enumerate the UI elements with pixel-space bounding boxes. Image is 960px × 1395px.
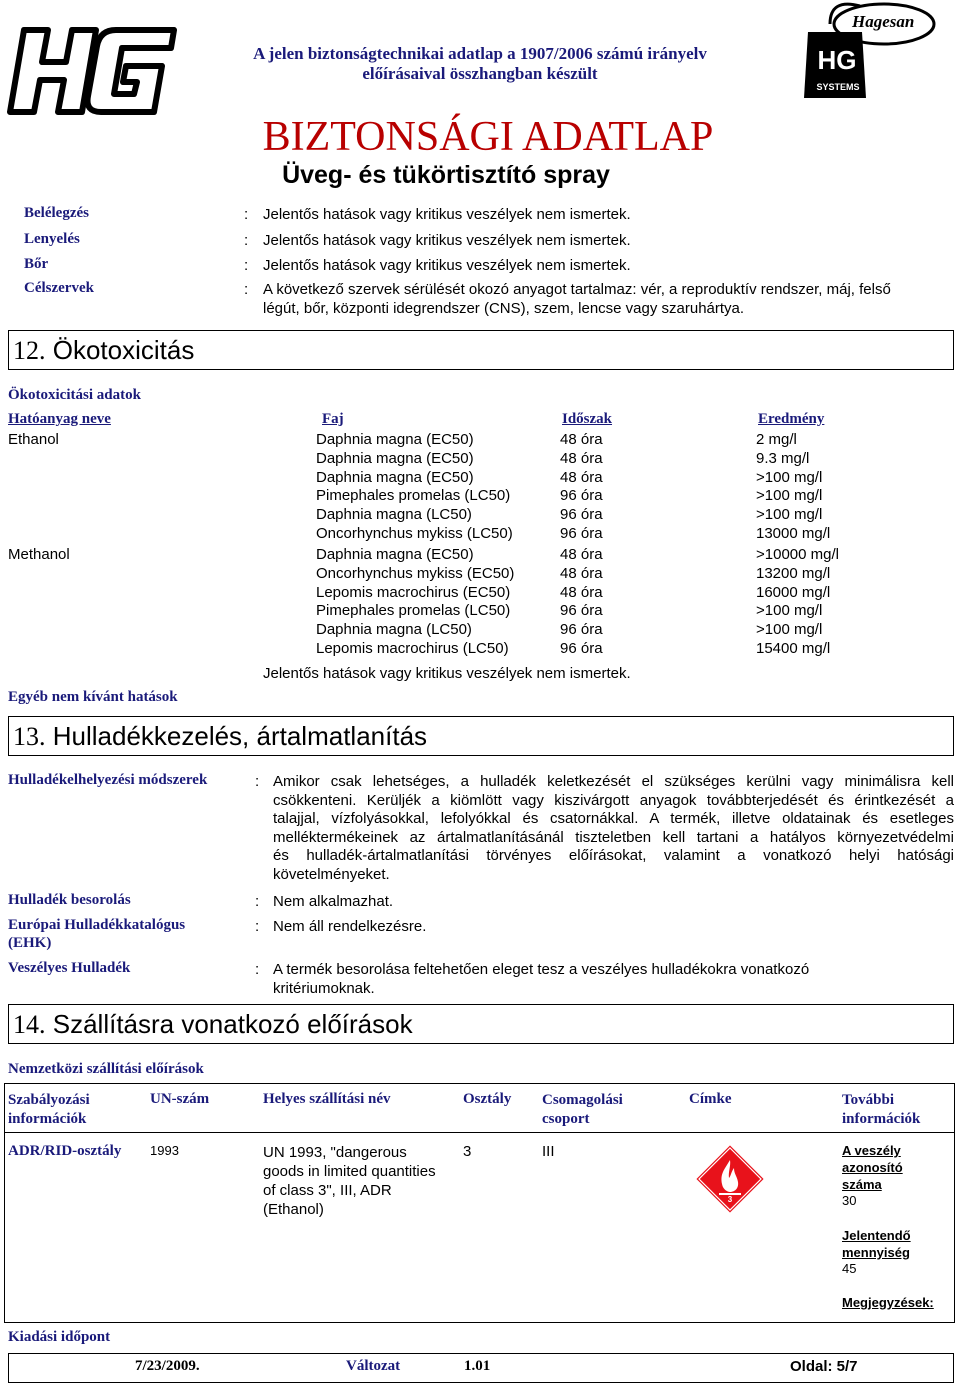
period-cell: 96 óra xyxy=(560,506,603,523)
result-cell: 13200 mg/l xyxy=(756,564,831,582)
text-line: Jelentendő xyxy=(842,1228,911,1243)
col-regulation xyxy=(8,1091,90,1129)
footer-version-label: Változat xyxy=(346,1358,401,1374)
result-cell: >100 mg/l xyxy=(756,487,823,505)
text-line: of class 3", III, ADR xyxy=(263,1182,392,1199)
text-line: talajjal, vízfolyásokkal, lefolyókkal és csatornákkal. A termék, illetve oldatainak és esetleges xyxy=(273,810,954,828)
row-adr-rid: ADR/RID-osztály xyxy=(8,1143,122,1159)
colon: : xyxy=(244,206,249,223)
period-cell: 48 óra xyxy=(560,431,603,448)
colon: : xyxy=(244,281,249,298)
text-line: csökkenteni. Kerüljék a kiömlött vagy kiszivárgott anyagok továbbterjedését és érintkezését a xyxy=(273,791,954,809)
text-celszervek-2: légút, bőr, központi idegrendszer (CNS), szem, lencse vagy szaruhártya. xyxy=(263,300,745,317)
label-disposal-methods: Hulladékelhelyezési módszerek xyxy=(8,772,208,788)
col-species: Faj xyxy=(322,411,344,427)
period-cell: 96 óra xyxy=(560,487,603,505)
document-title: BIZTONSÁGI ADATLAP xyxy=(262,114,714,160)
row-un-number: 1993 xyxy=(150,1143,179,1158)
text-line: UN 1993, "dangerous xyxy=(263,1144,407,1161)
section-12-title: Ökotoxicitás xyxy=(52,335,195,365)
period-cell: 48 óra xyxy=(560,468,603,486)
col-packing-group xyxy=(542,1091,623,1129)
text-line: mennyiség xyxy=(842,1245,910,1260)
period-cell: 48 óra xyxy=(560,546,603,563)
hazardous-waste-text: A termék besorolása feltehetően eleget tesz a veszélyes hulladékokra vonatkozó xyxy=(273,961,810,978)
section-14-header xyxy=(8,1004,954,1044)
species-cell: Lepomis macrochirus (EC50) xyxy=(316,583,511,601)
col-result: Eredmény xyxy=(758,411,825,427)
ewc-text: Nem áll rendelkezésre. xyxy=(273,918,427,935)
transport-table-divider xyxy=(4,1132,955,1133)
colon: : xyxy=(255,893,260,910)
colon: : xyxy=(255,918,260,935)
notes-label: Megjegyzések: xyxy=(842,1295,934,1310)
section-14-number: 14. xyxy=(13,1010,46,1039)
col-class: Osztály xyxy=(463,1091,512,1107)
result-cell: >100 mg/l xyxy=(756,602,823,620)
label-celszervek: Célszervek xyxy=(24,280,94,296)
row-shipping-name xyxy=(263,1143,436,1219)
result-cell: >100 mg/l xyxy=(756,506,823,523)
col-regulation-line2: információk xyxy=(8,1111,87,1127)
label-bor: Bőr xyxy=(24,256,49,272)
footer-page: Oldal: 5/7 xyxy=(790,1358,858,1375)
species-cell: Daphnia magna (LC50) xyxy=(316,506,472,523)
col-regulation-line1: Szabályozási xyxy=(8,1092,90,1108)
col-more-line2: információk xyxy=(842,1111,921,1127)
period-cell: 96 óra xyxy=(560,639,603,657)
result-cell: >100 mg/l xyxy=(756,621,823,638)
text-belelegzes: Jelentős hatások vagy kritikus veszélyek nem ismertek. xyxy=(263,206,631,223)
colon: : xyxy=(244,257,249,274)
result-cell: >100 mg/l xyxy=(756,468,823,486)
section-13-header xyxy=(8,716,954,756)
row-packing-group: III xyxy=(542,1143,555,1160)
label-lenyeles: Lenyelés xyxy=(24,231,80,247)
col-label: Címke xyxy=(689,1091,732,1107)
period-cell: 48 óra xyxy=(560,583,603,601)
species-cell: Daphnia magna (EC50) xyxy=(316,431,474,448)
col-substance: Hatóanyag neve xyxy=(8,411,111,427)
badge-top-text: Hagesan xyxy=(852,12,915,31)
section-13-number: 13. xyxy=(13,722,46,751)
hazardous-waste-text-2: kritériumoknak. xyxy=(273,980,375,997)
text-lenyeles: Jelentős hatások vagy kritikus veszélyek nem ismertek. xyxy=(263,232,631,249)
footer-version: 1.01 xyxy=(464,1358,491,1374)
disposal-methods-text xyxy=(273,773,954,885)
transport-table-frame xyxy=(4,1083,955,1323)
limited-qty-label xyxy=(842,1227,911,1261)
limited-qty-value: 45 xyxy=(842,1261,857,1276)
hagesan-weight-badge xyxy=(800,2,940,102)
species-cell: Daphnia magna (EC50) xyxy=(316,546,474,563)
text-line: goods in limited quantities xyxy=(263,1163,436,1180)
col-packing-line2: csoport xyxy=(542,1111,590,1127)
text-line: követelményeket. xyxy=(273,865,390,883)
result-cell: 13000 mg/l xyxy=(756,524,831,542)
label-belelegzes: Belélegzés xyxy=(24,205,89,221)
col-more-info xyxy=(842,1091,920,1129)
text-line: Amikor csak lehetséges, a hulladék keletkezését el szükséges kerülni vagy minimálisra kell xyxy=(273,773,954,790)
label-hazardous-waste: Veszélyes Hulladék xyxy=(8,960,131,976)
label-waste-classification: Hulladék besorolás xyxy=(8,892,131,908)
colon: : xyxy=(255,961,260,978)
substance-name: Methanol xyxy=(8,546,70,563)
text-line: száma xyxy=(842,1177,882,1192)
transport-subtitle: Nemzetközi szállítási előírások xyxy=(8,1061,204,1077)
species-cell: Daphnia magna (EC50) xyxy=(316,449,474,467)
other-effects-text: Jelentős hatások vagy kritikus veszélyek nem ismertek. xyxy=(263,665,631,682)
species-cell: Pimephales promelas (LC50) xyxy=(316,602,511,620)
col-more-line1: További xyxy=(842,1092,894,1108)
text-line: azonosító xyxy=(842,1160,903,1175)
species-cell: Oncorhynchus mykiss (EC50) xyxy=(316,564,515,582)
section-14-title: Szállításra vonatkozó előírások xyxy=(52,1009,413,1039)
product-name: Üveg- és tükörtisztító spray xyxy=(282,161,610,189)
pictogram-class-number: 3 xyxy=(727,1195,733,1204)
waste-classification-text: Nem alkalmazhat. xyxy=(273,893,394,910)
hazard-id-label xyxy=(842,1142,903,1193)
text-bor: Jelentős hatások vagy kritikus veszélyek nem ismertek. xyxy=(263,257,631,274)
section-12-header xyxy=(8,330,954,370)
result-cell: 2 mg/l xyxy=(756,431,797,448)
badge-main-text: HG xyxy=(817,45,857,75)
section-13-title: Hulladékkezelés, ártalmatlanítás xyxy=(52,721,428,751)
label-ewc: Európai Hulladékkatalógus xyxy=(8,917,186,933)
species-cell: Pimephales promelas (LC50) xyxy=(316,487,511,505)
text-line: és hulladék-ártalmatlanítási törvényes előírásokat, valamint a vonatkozó helyi hatósági xyxy=(273,847,954,865)
text-line: A veszély xyxy=(842,1143,901,1158)
text-celszervek: A következő szervek sérülését okozó anyagot tartalmaz: vér, a reproduktív rendszer, máj, felső xyxy=(263,281,891,298)
section-12-number: 12. xyxy=(13,336,46,365)
row-class: 3 xyxy=(463,1143,472,1160)
species-cell: Oncorhynchus mykiss (LC50) xyxy=(316,524,513,542)
colon: : xyxy=(255,773,260,790)
col-packing-line1: Csomagolási xyxy=(542,1092,623,1108)
text-line: melléktermékeinek az ártalmatlanításánál tiszteletben kell tartani a hatályos környezetvédelmi xyxy=(273,828,954,846)
result-cell: >10000 mg/l xyxy=(756,546,839,563)
period-cell: 96 óra xyxy=(560,602,603,620)
col-shipping-name: Helyes szállítási név xyxy=(263,1091,391,1107)
col-un-number: UN-szám xyxy=(150,1091,210,1107)
issue-date-label: Kiadási időpont xyxy=(8,1329,111,1345)
species-cell: Lepomis macrochirus (LC50) xyxy=(316,639,509,657)
colon: : xyxy=(244,232,249,249)
label-ewc-2: (EHK) xyxy=(8,935,52,951)
result-cell: 9.3 mg/l xyxy=(756,449,810,467)
period-cell: 96 óra xyxy=(560,524,603,542)
directive-line-2: előírásaival összhangban készült xyxy=(362,64,598,83)
col-period: Időszak xyxy=(562,411,613,427)
result-cell: 16000 mg/l xyxy=(756,583,831,601)
species-cell: Daphnia magna (LC50) xyxy=(316,621,472,638)
period-cell: 96 óra xyxy=(560,621,603,638)
text-line: (Ethanol) xyxy=(263,1201,324,1218)
result-cell: 15400 mg/l xyxy=(756,639,831,657)
species-cell: Daphnia magna (EC50) xyxy=(316,468,474,486)
flammable-liquid-pictogram xyxy=(693,1142,767,1216)
ecotox-subtitle: Ökotoxicitási adatok xyxy=(8,387,141,403)
period-cell: 48 óra xyxy=(560,449,603,467)
other-effects-label: Egyéb nem kívánt hatások xyxy=(8,689,178,705)
substance-name: Ethanol xyxy=(8,431,59,448)
hazard-id-value: 30 xyxy=(842,1193,857,1208)
period-cell: 48 óra xyxy=(560,564,603,582)
directive-line-1: A jelen biztonságtechnikai adatlap a 1907/2006 számú irányelv xyxy=(253,44,707,63)
footer-date: 7/23/2009. xyxy=(135,1358,200,1374)
badge-sub-text: SYSTEMS xyxy=(816,82,860,92)
